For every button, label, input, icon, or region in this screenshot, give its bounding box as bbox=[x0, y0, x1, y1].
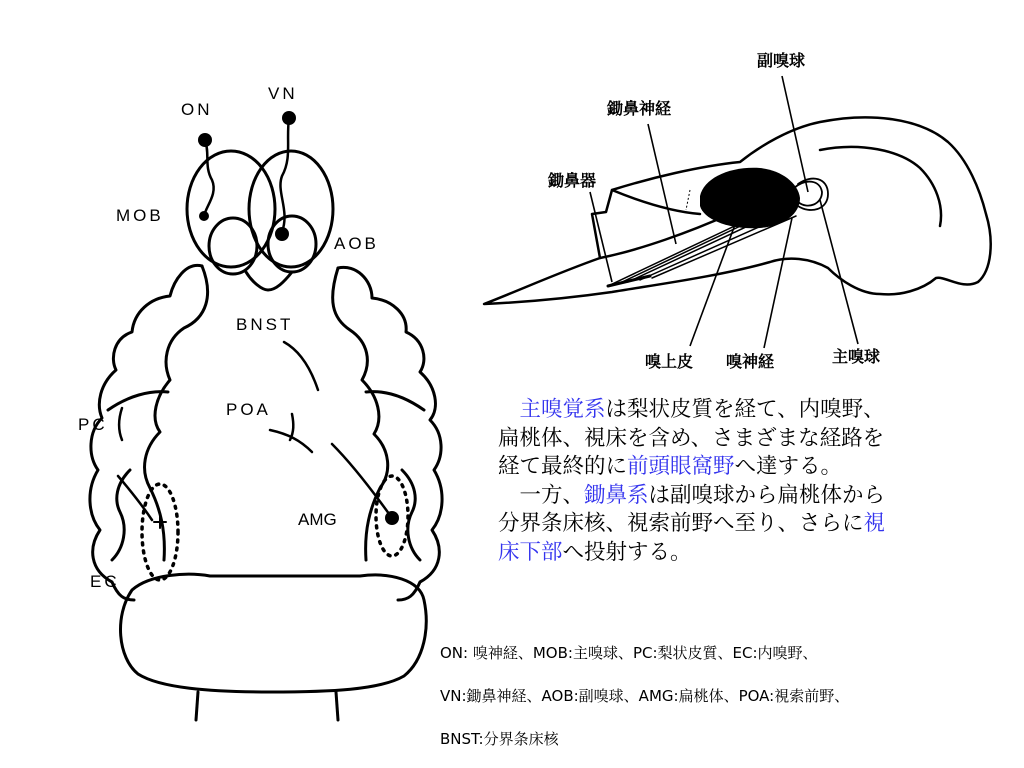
leader-olfactory-nerve bbox=[764, 218, 792, 348]
paragraph-line: 経て最終的に前頭眼窩野へ達する。 bbox=[498, 454, 843, 479]
brainstem-stub-left bbox=[196, 692, 198, 720]
poa-path bbox=[270, 414, 312, 452]
lateral-tract-right bbox=[366, 392, 424, 560]
vomeronasal-organ-shape bbox=[608, 276, 650, 286]
label-ec: EC bbox=[90, 572, 120, 591]
label-on: ON bbox=[181, 100, 213, 119]
brainstem bbox=[121, 574, 427, 692]
label-mob: MOB bbox=[116, 206, 164, 225]
label-pc: PC bbox=[78, 415, 108, 434]
label-accessory-bulb: 副嗅球 bbox=[757, 51, 806, 70]
highlight-term: 前頭眼窩野 bbox=[627, 454, 735, 479]
highlight-term: 視 bbox=[863, 511, 886, 536]
bnst-path bbox=[284, 342, 318, 390]
explanation-paragraph bbox=[498, 396, 998, 567]
label-main-bulb: 主嗅球 bbox=[832, 347, 881, 366]
highlight-term: 鋤鼻系 bbox=[584, 482, 649, 508]
highlight-term: 床下部 bbox=[498, 539, 563, 565]
paragraph-line: 主嗅覚系は梨状皮質を経て、内嗅野、 bbox=[519, 397, 885, 422]
label-bnst: BNST bbox=[236, 315, 294, 334]
olfactory-bulb-edge bbox=[686, 190, 690, 210]
olfactory-bulb-mass bbox=[700, 168, 800, 228]
brain-nodes bbox=[198, 111, 399, 525]
vn-node-dot bbox=[282, 111, 296, 125]
paragraph-line: 床下部へ投射する。 bbox=[498, 539, 692, 565]
right-inner-bulb bbox=[268, 216, 316, 272]
ec-marker bbox=[154, 516, 166, 528]
leader-vomeronasal-nerve bbox=[648, 124, 676, 244]
label-vomeronasal-nerve: 鋤鼻神経 bbox=[607, 99, 672, 118]
label-poa: POA bbox=[226, 400, 271, 419]
amg-node-dot bbox=[385, 511, 399, 525]
paragraph-line: 扁桃体、視床を含め、さまざまな経路を bbox=[498, 425, 885, 451]
paragraph-line: 一方、鋤鼻系は副嗅球から扁桃体から bbox=[498, 482, 886, 508]
leader-main-bulb bbox=[820, 200, 858, 344]
right-olfactory-bulb-outline bbox=[249, 151, 333, 267]
label-aob: AOB bbox=[334, 234, 379, 253]
on-nerve-path bbox=[204, 140, 214, 216]
legend-line-3: BNST:分界条床核 bbox=[440, 730, 559, 748]
mob-node-dot bbox=[199, 211, 209, 221]
legend-line-2: VN:鋤鼻神経、AOB:副嗅球、AMG:扁桃体、POA:視索前野、 bbox=[440, 687, 850, 705]
label-vn: VN bbox=[268, 84, 298, 103]
on-node-dot bbox=[198, 133, 212, 147]
label-vomeronasal-organ: 鋤鼻器 bbox=[548, 171, 597, 190]
label-olfactory-nerve: 嗅神経 bbox=[726, 352, 775, 371]
label-amg: AMG bbox=[298, 510, 337, 529]
label-olfactory-epithelium: 嗅上皮 bbox=[645, 352, 694, 371]
leader-olfactory-epithelium bbox=[690, 222, 736, 346]
aob-node-dot bbox=[275, 227, 289, 241]
paragraph-line: 分界条床核、視索前野へ至り、さらに視 bbox=[498, 511, 886, 536]
legend-line-1: ON: 嗅神経、MOB:主嗅球、PC:梨状皮質、EC:内嗅野、 bbox=[440, 644, 818, 662]
ec-dotted-region bbox=[142, 484, 178, 580]
highlight-term: 主嗅覚系 bbox=[519, 397, 606, 422]
brainstem-stub-right bbox=[336, 692, 338, 720]
